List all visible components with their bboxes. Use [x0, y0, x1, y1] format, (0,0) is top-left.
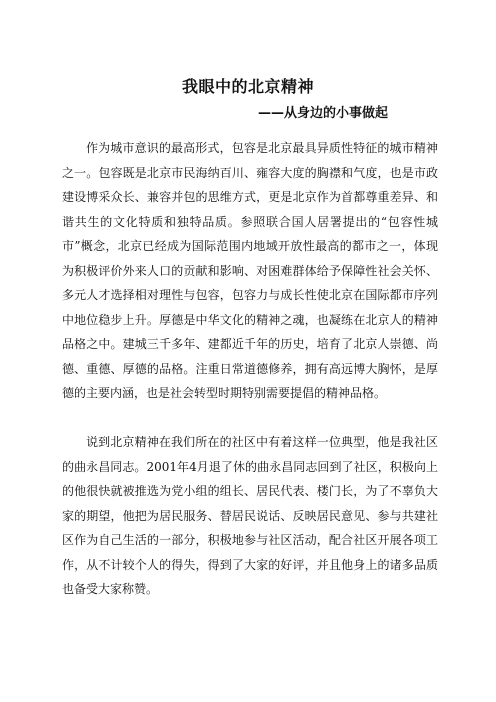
paragraph-1: 作为城市意识的最高形式，包容是北京最具异质性特征的城市精神之一。包容既是北京市民海纳百川、雍容大度的胸襟和气度，也是市政建设博采众长、兼容并包的思维方式，更是北京作为首都尊重差异、和谐共生的文化特质和独特品质。参照联合国人居署提出的“包容性城市”概念，北京已经成为国际范围内地域开放性最高的都市之一，体现为积极评价外来人口的贡献和影响、对困难群体给予保障性社会关怀、多元人才选择相对理性与包容，包容力与成长性使北京在国际都市序列中地位稳步上升。厚德是中华文化的精神之魂，也凝练在北京人的精神品格之中。建城三千多年、建都近千年的历史，培育了北京人崇德、尚德、重德、厚德的品格。注重日常道德修养，拥有高远博大胸怀，是厚德的主要内涵，也是社会转型时期特别需要提倡的精神品格。: [62, 141, 438, 400]
document-subtitle: ——从身边的小事做起: [258, 106, 389, 121]
document-title: 我眼中的北京精神: [181, 77, 314, 96]
paragraph-2: 说到北京精神在我们所在的社区中有着这样一位典型，他是我社区的曲永昌同志。2001年4月退了休的曲永昌同志回到了社区，积极向上的他很快就被推选为党小组的组长、居民代表、楼门长，为了不辜负大家的期望，他把为居民服务、替居民说话、反映居民意见、参与共建社区作为自己生活的一部分，积极地参与社区活动，配合社区开展各项工作，从不计较个人的得失，得到了大家的好评，并且他身上的诸多品质也备受大家称赞。: [62, 435, 438, 596]
